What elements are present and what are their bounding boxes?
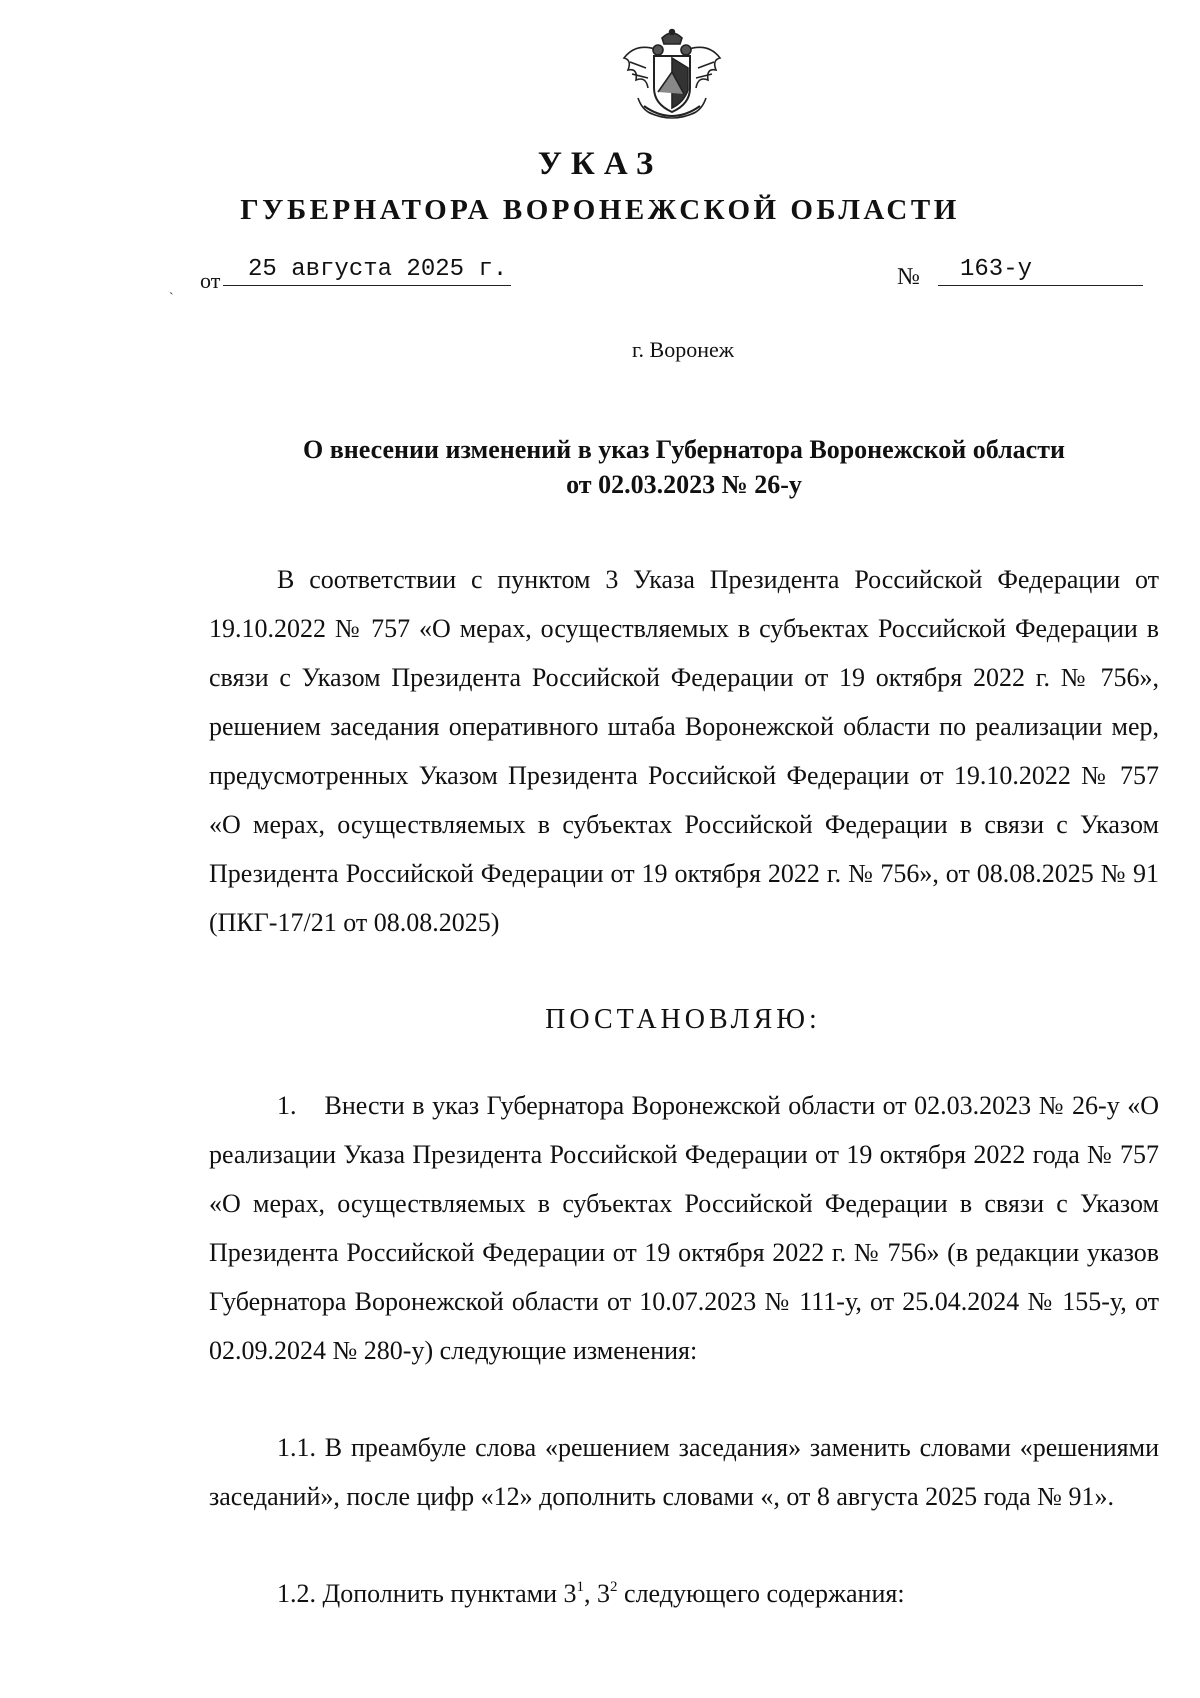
item-1-paragraph [209, 1081, 1159, 1375]
item-1-2-mid: , 3 [584, 1579, 611, 1608]
document-date: 25 августа 2025 г. [223, 256, 511, 286]
item-1-2-superscript-2: 2 [610, 1579, 618, 1595]
document-number: 163-у [938, 256, 1143, 286]
item-1-2-paragraph [209, 1569, 1159, 1618]
document-type-title: УКАЗ [537, 146, 663, 182]
item-1-1-paragraph: 1.1. В преамбуле слова «решением заседания» заменить словами «решениями заседаний», после цифр «12» дополнить словами «, от 8 августа 2025 года № 91». [209, 1433, 1159, 1511]
number-prefix: № [897, 264, 920, 290]
document-city: г. Воронеж [632, 337, 734, 362]
subject-line-2: от 02.03.2023 № 26-у [566, 470, 802, 499]
decree-heading: ПОСТАНОВЛЯЮ: [545, 1004, 821, 1035]
item-1-2-suffix: следующего содержания: [617, 1579, 905, 1608]
issuer-title: ГУБЕРНАТОРА ВОРОНЕЖСКОЙ ОБЛАСТИ [240, 194, 960, 226]
coat-of-arms-icon [618, 28, 726, 126]
subject-line-1: О внесении изменений в указ Губернатора Воронежской области [303, 435, 1065, 464]
preamble-paragraph: В соответствии с пунктом 3 Указа Президента Российской Федерации от 19.10.2022 № 757 «О мерах, осуществляемых в субъектах Российской Федерации в связи с Указом Президента Российской Федерации от 19 октября 2022 г. № 756», решением заседания оперативного штаба Воронежской области по реализации мер, предусмотренных Указом Президента Российской Федерации от 19.10.2022 № 757 «О мерах, осуществляемых в субъектах Российской Федерации в связи с Указом Президента Российской Федерации от 19 октября 2022 г. № 756», от 08.08.2025 № 91 (ПКГ-17/21 от 08.08.2025) [209, 565, 1159, 937]
document-subject [200, 432, 1168, 502]
item-1-text: Внести в указ Губернатора Воронежской области от 02.03.2023 № 26-у «О реализации Указа Президента Российской Федерации от 19 октября 2022 года № 757 «О мерах, осуществляемых в субъектах Российской Федерации в связи с Указом Президента Российской Федерации от 19 октября 2022 г. № 756» (в редакции указов Губернатора Воронежской области от 10.07.2023 № 111-у, от 25.04.2024 № 155-у, от 02.09.2024 № 280-у) следующие изменения: [209, 1091, 1159, 1365]
item-1-2-superscript-1: 1 [576, 1579, 585, 1595]
date-prefix: от [200, 268, 221, 293]
scan-mark: ` [169, 291, 174, 306]
item-1-number: 1. [277, 1091, 297, 1120]
item-1-2-prefix: 1.2. Дополнить пунктами 3 [277, 1579, 577, 1608]
